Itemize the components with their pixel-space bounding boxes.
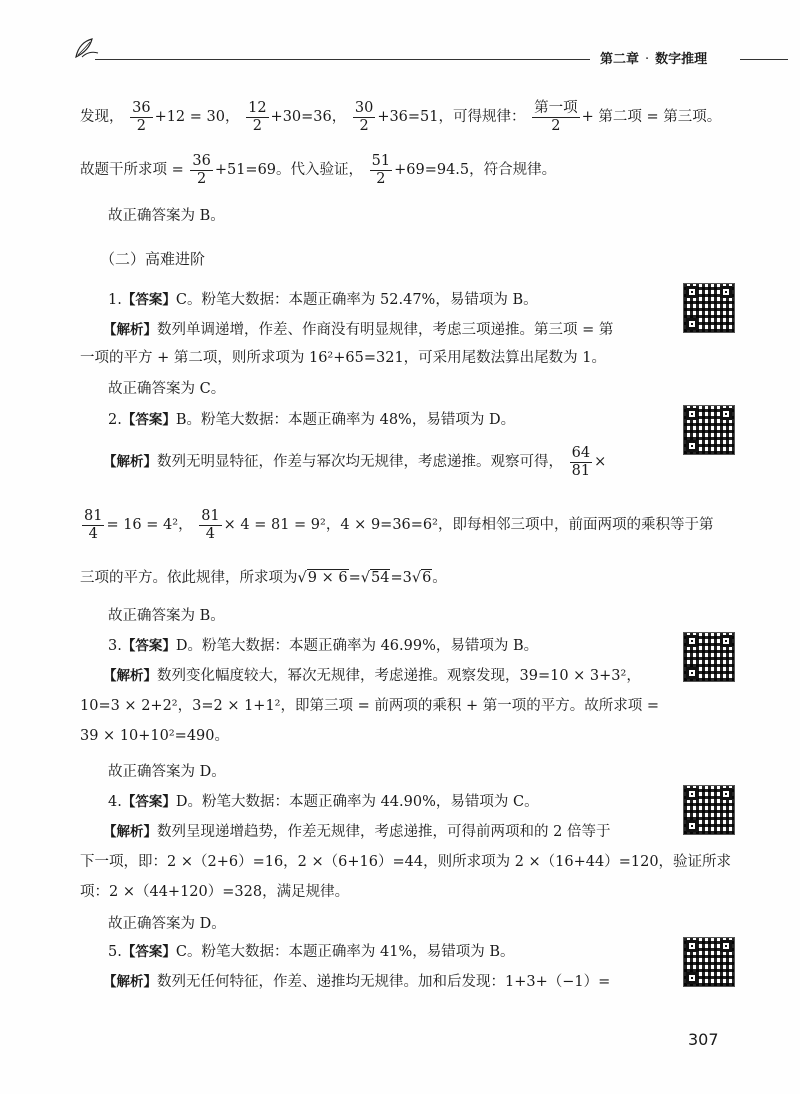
prev-line-2: 故题干所求项 = $\frac{36}{2}$ +51=69。代入验证， $\frac{51}{2}$ +69=94.5，符合规律。 [80,153,557,187]
qr-code-q4[interactable] [683,785,735,835]
q2-analysis-2: $\frac{81}{4}$ = 16 = 4²， $\frac{81}{4}$ × 4 = 81 = 9²，4 × 9=36=6²，即每相邻三项中，前面两项的乘积等于第 [84,508,714,542]
q2-final: 故正确答案为 B。 [108,608,225,624]
q3-analysis-2: 10=3 × 2+2²，3=2 × 1+1²，即第三项 = 前两项的乘积 + 第一项的平方。故所求项 = [80,698,659,714]
fraction: $\frac{12}{2}$ [248,100,267,134]
fraction: $\frac{\text{第一项}}{2}$ [534,100,578,134]
page-number: 307 [688,1030,719,1049]
q3-analysis-3: 39 × 10+10²=490。 [80,728,230,744]
q1-analysis-2: 一项的平方 + 第二项，则所求项为 16²+65=321，可采用尾数法算出尾数为 1。 [80,350,606,366]
fraction: $\frac{81}{4}$ [84,508,103,542]
header-rule-right [740,59,788,60]
q1-answer: 1.【答案】C。粉笔大数据：本题正确率为 52.47%，易错项为 B。 [108,292,538,308]
fraction: $\frac{51}{2}$ [371,153,391,187]
q1-final: 故正确答案为 C。 [108,381,226,397]
qr-code-q1[interactable] [683,283,735,333]
q5-answer: 5.【答案】C。粉笔大数据：本题正确率为 41%，易错项为 B。 [108,944,515,960]
q4-final: 故正确答案为 D。 [108,916,226,932]
q2-analysis-3: 三项的平方。依此规律，所求项为√9 × 6=√54=3√6。 [80,570,447,586]
header-rule [95,59,590,60]
q2-analysis-1: 【解析】数列无明显特征，作差与幂次均无规律，考虑递推。观察可得， $\frac{64}{81}$ × [103,445,607,479]
fraction: $\frac{64}{81}$ [571,445,591,479]
fraction: $\frac{36}{2}$ [132,100,151,134]
leaf-ornament-icon [72,35,100,61]
q2-answer: 2.【答案】B。粉笔大数据：本题正确率为 48%，易错项为 D。 [108,412,516,428]
q5-analysis-1: 【解析】数列无任何特征，作差、递推均无规律。加和后发现：1+3+（−1）= [103,974,611,990]
qr-code-q2[interactable] [683,405,735,455]
q3-analysis-1: 【解析】数列变化幅度较大，幂次无规律，考虑递推。观察发现，39=10 × 3+3²， [103,668,641,684]
q3-answer: 3.【答案】D。粉笔大数据：本题正确率为 46.99%，易错项为 B。 [108,638,539,654]
q4-analysis-1: 【解析】数列呈现递增趋势，作差无规律，考虑递推，可得前两项和的 2 倍等于 [103,824,611,840]
section-heading: （二）高难进阶 [100,250,206,268]
prev-line-1: 发现， $\frac{36}{2}$ +12 = 30， $\frac{12}{2}$ +30=36， $\frac{30}{2}$ +36=51，可得规律： $\frac{\text{第一项}}{2}$ + 第二项 = 第三项。 [80,100,722,134]
prev-final-answer: 故正确答案为 B。 [108,208,225,224]
chapter-title: 数字推理 [655,52,708,67]
chapter-label: 第二章 [600,52,640,67]
fraction: $\frac{36}{2}$ [192,153,211,187]
chapter-header: 第二章 · 数字推理 [600,52,708,67]
q4-analysis-3: 项：2 ×（44+120）=328，满足规律。 [80,884,350,900]
q3-final: 故正确答案为 D。 [108,764,226,780]
qr-code-q3[interactable] [683,632,735,682]
fraction: $\frac{81}{4}$ [201,508,220,542]
fraction: $\frac{30}{2}$ [354,100,374,134]
q1-analysis-1: 【解析】数列单调递增，作差、作商没有明显规律，考虑三项递推。第三项 = 第 [103,322,614,338]
q4-analysis-2: 下一项，即：2 ×（2+6）=16，2 ×（6+16）=44，则所求项为 2 ×（16+44）=120，验证所求 [80,854,732,870]
qr-code-q5[interactable] [683,937,735,987]
q4-answer: 4.【答案】D。粉笔大数据：本题正确率为 44.90%，易错项为 C。 [108,794,539,810]
